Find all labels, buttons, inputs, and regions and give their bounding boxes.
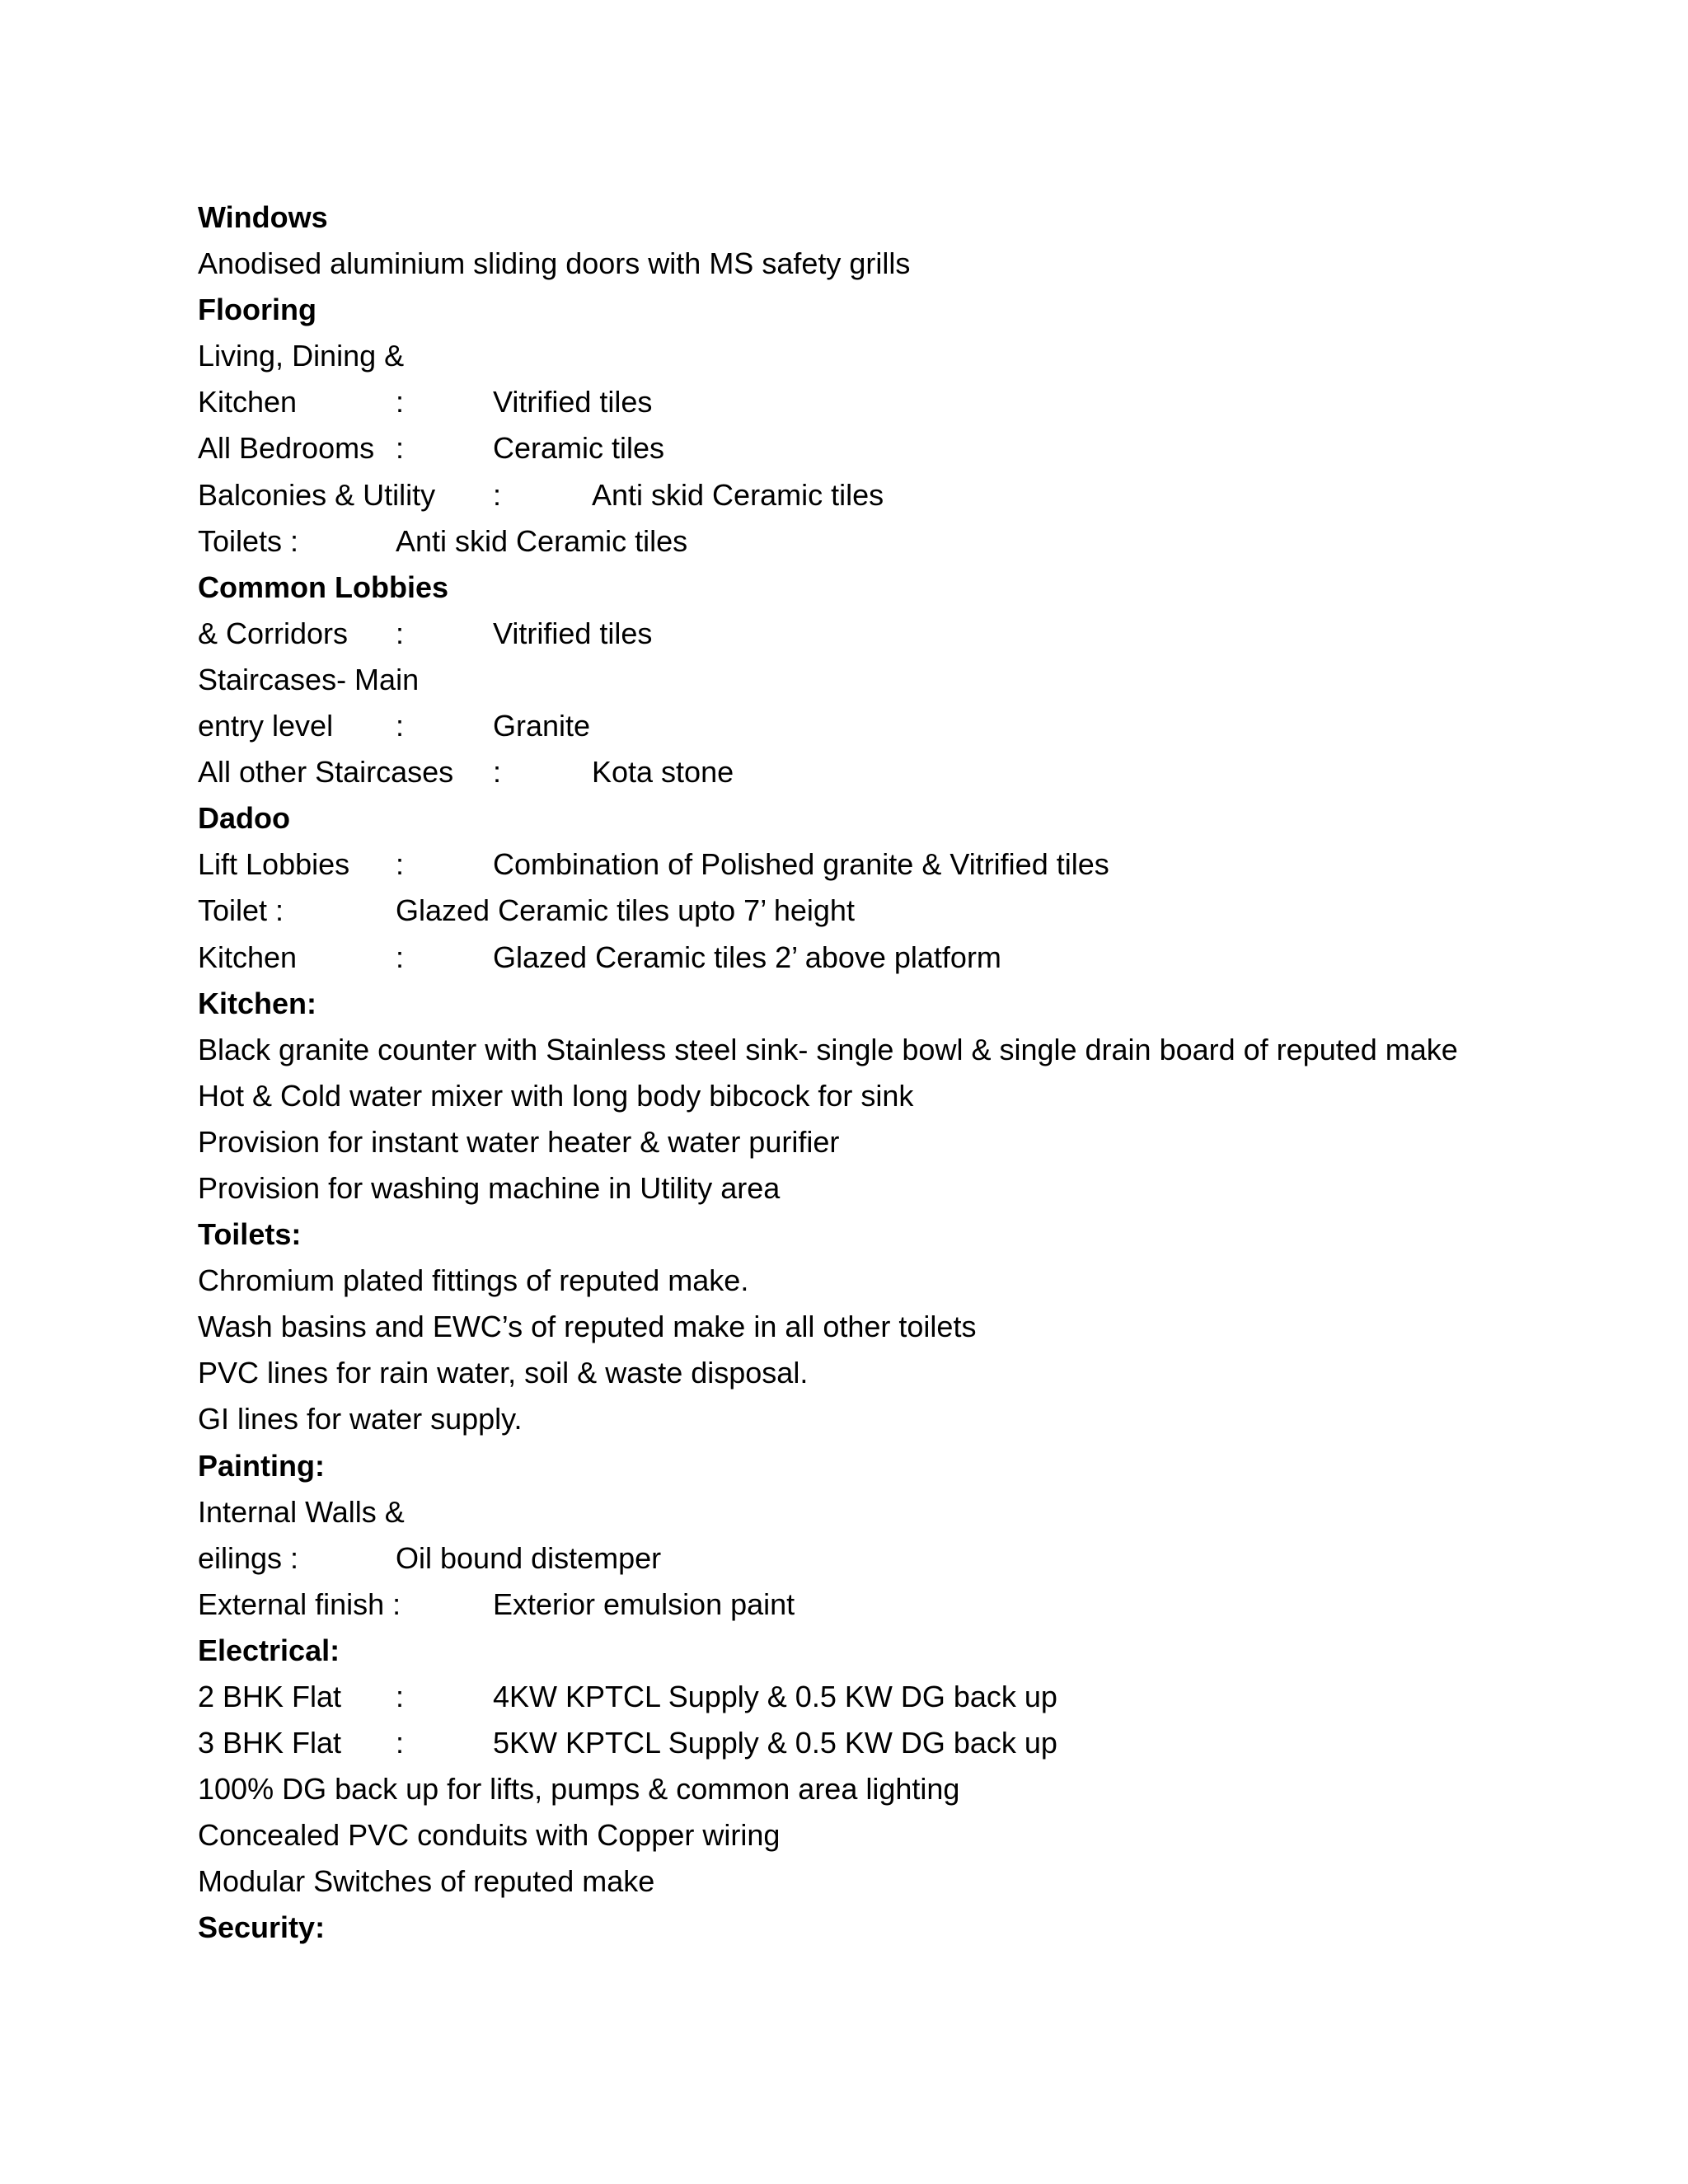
line-label: 2 BHK Flat [198,1680,342,1713]
line-label: Electrical: [198,1633,340,1667]
text-line [198,1535,1599,1582]
line-value: Exterior emulsion paint [493,1586,795,1621]
line-label: Toilets: [198,1217,302,1252]
line-label: Black granite counter with Stainless steel sink- single bowl & single drain board of reputed make [198,1032,1458,1066]
line-label: Modular Switches of reputed make [198,1864,655,1899]
line-label: 3 BHK Flat [198,1726,342,1760]
line-label: Windows [198,200,328,234]
line-colon: : [396,431,405,466]
line-colon: : [396,616,405,650]
line-colon: : [396,385,405,419]
line-colon: : [396,940,405,974]
line-label: & Corridors [198,616,349,650]
line-value: Vitrified tiles [493,616,653,650]
line-label: Flooring [198,293,316,327]
text-line [198,657,1599,703]
line-colon: : [493,755,502,790]
line-value: Combination of Polished granite & Vitrified tiles [493,847,1109,882]
text-line [198,1720,1599,1766]
line-label: Toilet : [198,893,284,928]
line-value: Kota stone [592,755,734,790]
line-colon: : [396,1726,405,1760]
line-label: Toilets : [198,523,299,558]
line-label: Painting: [198,1448,325,1483]
section-heading [198,795,1599,841]
line-label: Dadoo [198,801,290,836]
text-line [198,1119,1599,1165]
line-label: Internal Walls & [198,1494,405,1529]
text-line [198,749,1599,795]
line-value: Anti skid Ceramic tiles [592,477,884,512]
line-value: Glazed Ceramic tiles upto 7’ height [396,893,855,928]
line-label: Kitchen [198,385,298,419]
line-label: Kitchen [198,940,298,974]
text-line [198,1674,1599,1720]
line-label: Lift Lobbies [198,847,350,882]
text-line [198,888,1599,934]
line-label: Concealed PVC conduits with Copper wiring [198,1818,781,1853]
section-heading [198,194,1599,241]
text-line [198,1582,1599,1628]
line-value: 4KW KPTCL Supply & 0.5 KW DG back up [493,1680,1057,1713]
text-line [198,841,1599,888]
section-heading [198,565,1599,611]
text-line [198,703,1599,749]
text-line [198,1165,1599,1212]
section-heading [198,1212,1599,1258]
line-colon: : [396,1680,405,1713]
line-value: Anti skid Ceramic tiles [396,523,688,558]
text-line [198,333,1599,379]
section-heading [198,981,1599,1027]
line-label: Hot & Cold water mixer with long body bibcock for sink [198,1078,914,1113]
line-label: External finish : [198,1586,401,1621]
line-label: Security: [198,1910,326,1945]
line-label: All other Staircases [198,755,454,790]
line-value: 5KW KPTCL Supply & 0.5 KW DG back up [493,1726,1057,1760]
text-line [198,1073,1599,1119]
text-line [198,472,1599,518]
text-line [198,379,1599,425]
line-label: Kitchen: [198,986,316,1020]
section-heading [198,1628,1599,1674]
line-label: eilings : [198,1540,299,1575]
text-line [198,425,1599,471]
line-label: Anodised aluminium sliding doors with MS safety grills [198,246,911,281]
line-colon: : [396,847,405,882]
text-line [198,1489,1599,1535]
line-label: Living, Dining & [198,339,405,373]
text-line [198,1858,1599,1905]
line-label: Common Lobbies [198,569,448,604]
section-heading [198,1443,1599,1489]
line-label: Wash basins and EWC’s of reputed make in all other toilets [198,1310,977,1344]
text-line [198,1258,1599,1304]
line-label: Provision for washing machine in Utility area [198,1170,781,1205]
text-line [198,935,1599,981]
line-label: PVC lines for rain water, soil & waste disposal. [198,1356,809,1390]
text-line [198,241,1599,287]
text-line [198,1350,1599,1396]
line-label: entry level [198,709,334,743]
text-line [198,1396,1599,1442]
specification-text [198,194,1599,1952]
line-label: All Bedrooms [198,431,375,466]
line-label: 100% DG back up for lifts, pumps & common area lighting [198,1772,960,1807]
line-label: Balconies & Utility [198,477,436,512]
line-value: Vitrified tiles [493,385,653,419]
text-line [198,1027,1599,1073]
text-line [198,1304,1599,1350]
section-heading [198,287,1599,333]
line-label: Provision for instant water heater & water purifier [198,1124,840,1159]
line-value: Glazed Ceramic tiles 2’ above platform [493,940,1001,974]
line-label: Staircases- Main [198,662,420,696]
text-line [198,1812,1599,1858]
text-line [198,518,1599,565]
text-line [198,1766,1599,1812]
line-colon: : [396,709,405,743]
line-value: Granite [493,709,591,743]
line-value: Oil bound distemper [396,1540,662,1575]
line-colon: : [493,477,502,512]
line-label: Chromium plated fittings of reputed make. [198,1263,749,1298]
line-value: Ceramic tiles [493,431,665,466]
text-line [198,611,1599,657]
section-heading [198,1905,1599,1951]
line-label: GI lines for water supply. [198,1402,523,1436]
